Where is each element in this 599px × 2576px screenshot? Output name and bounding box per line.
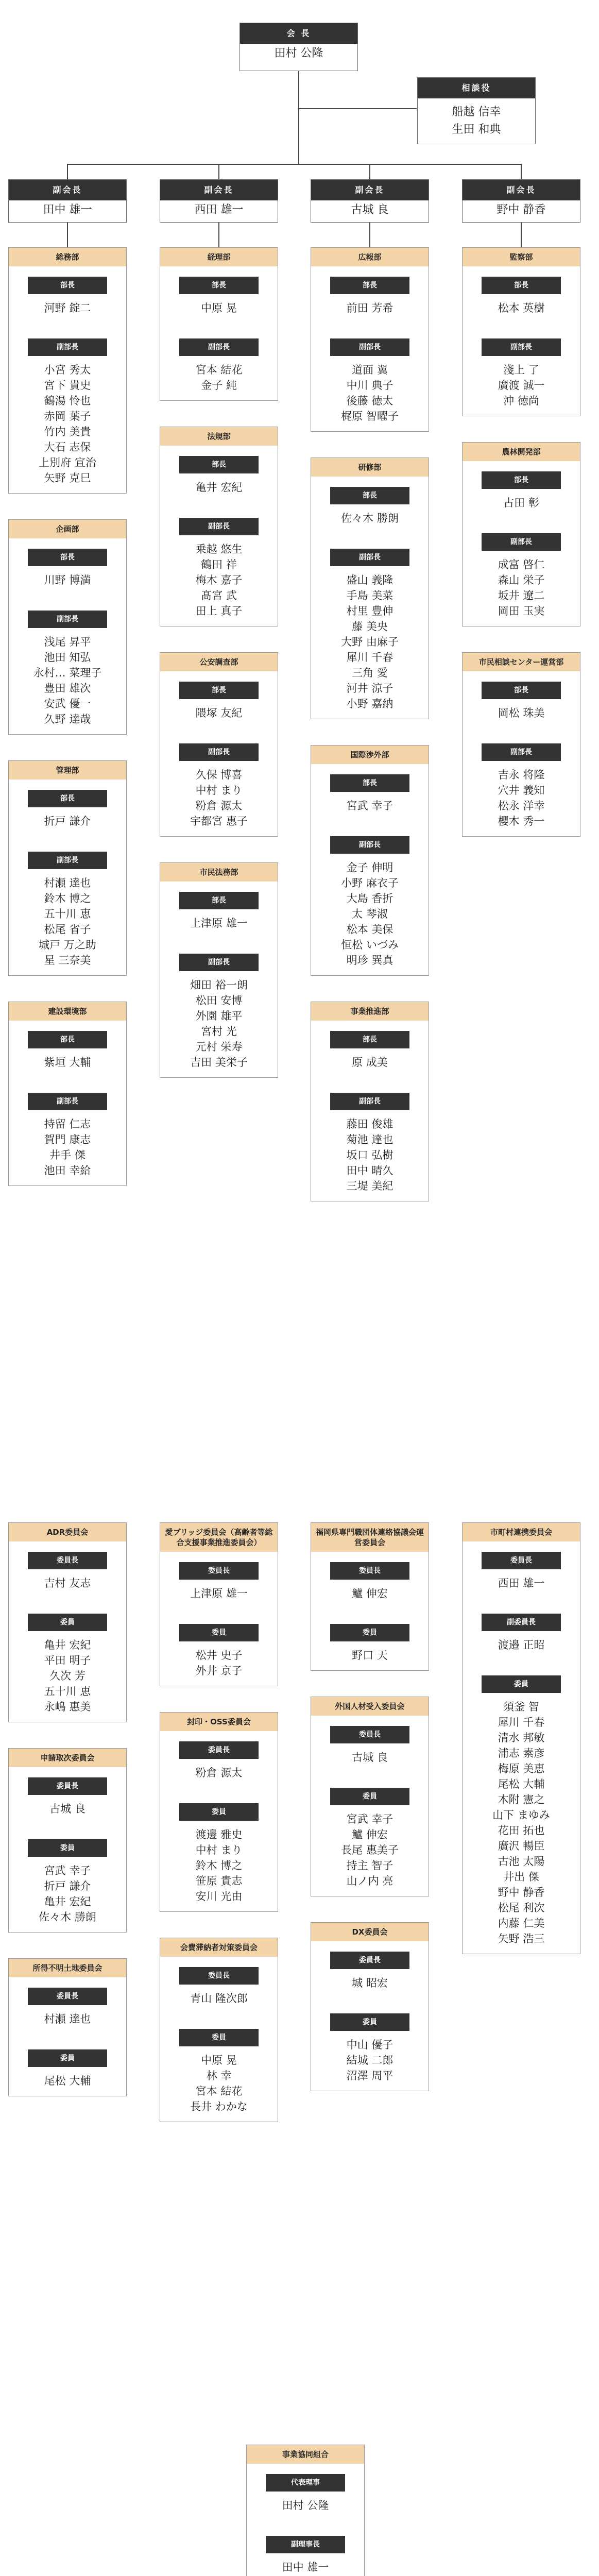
org-unit-title: 愛ブリッジ委員会（高齢者等総合支援事業推進委員会） [160, 1523, 278, 1552]
member-name: 犀川 千春 [498, 1716, 545, 1728]
role-label: 副部長 [179, 954, 259, 971]
org-unit-title: 外国人材受入委員会 [311, 1697, 429, 1716]
member-name: 鈴木 博之 [195, 1859, 243, 1872]
vice-president-box [462, 179, 580, 223]
vice-president-role: 副会長 [160, 180, 278, 200]
member-name: 井手 傑 [49, 1149, 85, 1161]
member-name: 山下 まゆみ [492, 1809, 550, 1821]
committee-column [8, 1522, 127, 2122]
member-name: 松田 安博 [195, 994, 243, 1007]
member-name: 鶴湯 怜也 [44, 395, 91, 407]
vice-president-name: 野中 静香 [497, 204, 546, 216]
member-name: 大石 志保 [44, 441, 91, 453]
member-name: 浦志 素彦 [498, 1747, 545, 1759]
member-name: 尾松 大輔 [498, 1778, 545, 1790]
role-label: 委員長 [179, 1562, 259, 1580]
member-name: 笹原 貴志 [195, 1875, 243, 1887]
vice-president-role: 副会長 [9, 180, 126, 200]
advisor-name: 生田 和典 [452, 123, 501, 136]
member-name: 中村 まり [195, 1844, 243, 1856]
org-unit-card [311, 247, 429, 432]
member-name: 坂井 遼二 [498, 589, 545, 602]
member-name: 三角 愛 [352, 667, 388, 679]
org-unit-title: 事業協同組合 [247, 2445, 364, 2464]
org-unit-card [8, 760, 127, 976]
org-unit-title: 広報部 [311, 248, 429, 266]
role-label: 部長 [330, 774, 409, 792]
member-name: 城戸 万之助 [39, 939, 96, 951]
advisor-box [417, 77, 536, 144]
member-name: 吉田 美栄子 [190, 1056, 248, 1069]
org-unit-card [8, 1958, 127, 2096]
member-name: 河野 錠二 [44, 302, 91, 314]
member-name: 吉永 将隆 [498, 769, 545, 781]
member-name: 赤岡 葉子 [44, 410, 91, 422]
member-name: 古田 彰 [503, 497, 539, 509]
member-name: 大野 由麻子 [341, 636, 399, 648]
vice-president-box [311, 179, 429, 223]
member-name: 小野 麻衣子 [341, 877, 399, 889]
member-name: 前田 芳希 [346, 302, 393, 314]
member-name: 矢野 克巳 [44, 472, 91, 484]
role-label: 副部長 [28, 611, 107, 628]
member-name: 佐々木 勝朗 [341, 512, 399, 524]
role-label: 副部長 [482, 533, 561, 551]
member-name: 須釜 智 [503, 1701, 539, 1713]
member-name: 田中 晴久 [346, 1164, 393, 1177]
member-name: 上津原 雄一 [190, 917, 248, 929]
org-unit-title: 法規部 [160, 427, 278, 446]
member-name: 池田 知弘 [44, 651, 91, 664]
role-label: 委員長 [482, 1552, 561, 1569]
member-name: 村里 豊伸 [346, 605, 393, 617]
role-label: 代表理事 [266, 2474, 345, 2492]
connector-line [218, 222, 219, 247]
vice-president-name: 古城 良 [351, 204, 389, 216]
role-label: 部長 [179, 456, 259, 473]
member-name: 小野 嘉納 [346, 698, 393, 710]
member-name: 後藤 徳太 [346, 395, 393, 407]
member-name: 西田 雄一 [498, 1577, 545, 1589]
member-name: 穴井 義知 [498, 784, 545, 796]
org-unit-title: 総務部 [9, 248, 126, 266]
member-name: 渡邊 雅史 [195, 1828, 243, 1841]
member-name: 林 幸 [206, 2070, 232, 2082]
org-unit-card [8, 1748, 127, 1933]
member-name: 坂口 弘樹 [346, 1149, 393, 1161]
member-name: 田中 雄一 [282, 2561, 329, 2573]
role-label: 副委員長 [482, 1614, 561, 1631]
member-name: 隈塚 友紀 [195, 707, 243, 719]
org-unit-title: 建設環境部 [9, 1002, 126, 1021]
member-name: 淺上 了 [503, 364, 539, 376]
member-name: 宮武 幸子 [346, 1813, 393, 1825]
org-unit-title: 市町村連携委員会 [463, 1523, 580, 1541]
role-label: 部長 [179, 682, 259, 699]
member-name: 城 昭宏 [352, 1977, 388, 1989]
member-name: 宮村 光 [201, 1025, 237, 1038]
vice-president-role: 副会長 [463, 180, 580, 200]
member-name: 村瀬 達也 [44, 877, 91, 889]
member-name: 金子 伸明 [346, 861, 393, 874]
member-name: 大島 香折 [346, 892, 393, 905]
member-name: 長尾 惠美子 [341, 1844, 399, 1856]
member-name: 金子 純 [201, 379, 237, 392]
org-unit-card [311, 1002, 429, 1201]
member-name: 小宮 秀太 [44, 364, 91, 376]
org-unit-card [8, 247, 127, 494]
member-name: 久野 達哉 [44, 713, 91, 725]
member-name: 外園 雄平 [195, 1010, 243, 1022]
member-name: 五十川 恵 [44, 1685, 91, 1698]
member-name: 五十川 恵 [44, 908, 91, 920]
org-unit-title: 申請取次委員会 [9, 1749, 126, 1767]
member-name: 鱸 伸宏 [352, 1587, 388, 1600]
role-label: 副部長 [28, 338, 107, 356]
role-label: 部長 [179, 277, 259, 294]
member-name: 中原 晃 [201, 2054, 237, 2066]
member-name: 池田 幸給 [44, 1164, 91, 1177]
member-name: 久保 博喜 [195, 769, 243, 781]
member-name: 明珍 巽真 [346, 954, 393, 967]
org-unit-title: 封印・OSS委員会 [160, 1713, 278, 1731]
org-unit-card [8, 1002, 127, 1186]
org-unit-title: 事業推進部 [311, 1002, 429, 1021]
org-unit-card [8, 519, 127, 735]
role-label: 部長 [482, 471, 561, 489]
role-label: 副部長 [28, 852, 107, 869]
member-name: 原 成美 [352, 1056, 388, 1069]
member-name: 安武 優一 [44, 698, 91, 710]
member-name: 犀川 千春 [346, 651, 393, 664]
org-unit-title: 研修部 [311, 458, 429, 477]
org-unit-card [462, 1522, 580, 1954]
role-label: 副部長 [330, 836, 409, 854]
org-unit-title: 所得不明土地委員会 [9, 1959, 126, 1977]
member-name: 古池 太陽 [498, 1855, 545, 1868]
member-name: 平田 明子 [44, 1654, 91, 1667]
member-name: 吉村 友志 [44, 1577, 91, 1589]
org-unit-card [311, 745, 429, 976]
member-name: 鱸 伸宏 [352, 1828, 388, 1841]
org-unit-title: 公安調査部 [160, 653, 278, 671]
role-label: 委員長 [179, 1741, 259, 1759]
member-name: 持主 智子 [346, 1859, 393, 1872]
member-name: 鶴田 祥 [201, 558, 237, 571]
role-label: 委員長 [28, 1777, 107, 1795]
member-name: 宮武 幸子 [44, 1865, 91, 1877]
member-name: 古城 良 [49, 1803, 85, 1815]
role-label: 副部長 [28, 1093, 107, 1110]
org-unit-card [160, 862, 278, 1078]
org-unit-card [160, 1938, 278, 2122]
connector-line [299, 108, 417, 109]
connector-line [369, 164, 370, 179]
org-unit-card [246, 2445, 365, 2576]
member-name: 松尾 利次 [498, 1902, 545, 1914]
member-name: 宮本 結花 [195, 2085, 243, 2097]
connector-line [521, 164, 522, 179]
department-column [311, 247, 429, 1227]
member-name: 鈴木 博之 [44, 892, 91, 905]
role-label: 委員 [28, 1839, 107, 1857]
member-name: 長井 わかな [190, 2100, 248, 2113]
role-label: 委員 [179, 2029, 259, 2046]
connector-line [521, 222, 522, 247]
member-name: 岡松 珠美 [498, 707, 545, 719]
connector-line [369, 222, 370, 247]
role-label: 委員長 [330, 1562, 409, 1580]
role-label: 委員長 [179, 1967, 259, 1985]
role-label: 委員 [330, 1788, 409, 1805]
member-name: 豊田 雄次 [44, 682, 91, 694]
union-column [246, 2445, 365, 2576]
connector-line [218, 164, 219, 179]
member-name: 野中 静香 [498, 1886, 545, 1899]
role-label: 部長 [28, 790, 107, 807]
department-column [160, 247, 278, 1104]
org-unit-title: 企画部 [9, 520, 126, 538]
advisor-role: 相談役 [418, 78, 535, 98]
role-label: 副部長 [330, 1093, 409, 1110]
member-name: 畑田 裕一朗 [190, 979, 248, 991]
role-label: 委員 [28, 2049, 107, 2067]
member-name: 沼澤 周平 [346, 2070, 393, 2082]
member-name: 星 三奈美 [44, 954, 91, 967]
role-label: 副部長 [482, 338, 561, 356]
member-name: 中原 晃 [201, 302, 237, 314]
member-name: 松本 美保 [346, 923, 393, 936]
member-name: 粉倉 源太 [195, 800, 243, 812]
committee-column [311, 1522, 429, 2117]
member-name: 久次 芳 [49, 1670, 85, 1682]
role-label: 副部長 [179, 338, 259, 356]
member-name: 藤田 俊雄 [346, 1118, 393, 1130]
role-label: 部長 [28, 277, 107, 294]
member-name: 中山 優子 [346, 2039, 393, 2051]
role-label: 部長 [330, 1031, 409, 1048]
member-name: 永嶋 惠美 [44, 1701, 91, 1713]
org-unit-card [160, 652, 278, 837]
member-name: 宮本 結花 [195, 364, 243, 376]
org-unit-card [462, 247, 580, 416]
role-label: 副部長 [330, 549, 409, 566]
role-label: 部長 [482, 277, 561, 294]
member-name: 尾松 大輔 [44, 2075, 91, 2087]
role-label: 副部長 [482, 743, 561, 761]
vice-president-name: 西田 雄一 [194, 204, 244, 216]
member-name: 森山 栄子 [498, 574, 545, 586]
member-name: 梅原 美恵 [498, 1762, 545, 1775]
chairman-role: 会 長 [240, 23, 357, 44]
member-name: 元村 栄寿 [195, 1041, 243, 1053]
vice-president-box [8, 179, 127, 223]
department-column [462, 247, 580, 862]
connector-line [67, 164, 68, 179]
member-name: 結城 二郎 [346, 2054, 393, 2066]
member-name: 中村 まり [195, 784, 243, 796]
org-unit-card [311, 1522, 429, 1671]
member-name: 矢野 浩三 [498, 1933, 545, 1945]
role-label: 委員 [482, 1675, 561, 1693]
role-label: 部長 [482, 682, 561, 699]
member-name: 浅尾 昇平 [44, 636, 91, 648]
member-name: 盛山 義隆 [346, 574, 393, 586]
role-label: 委員 [330, 1624, 409, 1641]
connector-line [67, 222, 68, 247]
org-unit-title: 国際渉外部 [311, 745, 429, 764]
member-name: 折戸 謙介 [44, 815, 91, 827]
role-label: 委員長 [28, 1552, 107, 1569]
member-name: 宮武 幸子 [346, 800, 393, 812]
member-name: 宮下 貴史 [44, 379, 91, 392]
member-name: 廣渡 誠一 [498, 379, 545, 392]
org-unit-card [160, 427, 278, 626]
org-unit-title: 管理部 [9, 761, 126, 779]
role-label: 副部長 [179, 518, 259, 535]
member-name: 外井 京子 [195, 1665, 243, 1677]
member-name: 川野 博満 [44, 574, 91, 586]
org-unit-title: DX委員会 [311, 1923, 429, 1941]
org-unit-card [160, 1522, 278, 1686]
role-label: 部長 [330, 487, 409, 504]
member-name: 佐々木 勝朗 [39, 1911, 96, 1923]
org-unit-title: 経理部 [160, 248, 278, 266]
role-label: 副部長 [330, 338, 409, 356]
member-name: 村瀬 達也 [44, 2013, 91, 2025]
member-name: 渡邉 正昭 [498, 1639, 545, 1651]
member-name: 野口 天 [352, 1649, 388, 1662]
connector-line [67, 164, 521, 165]
member-name: 恒松 いづみ [341, 939, 399, 951]
member-name: 梅木 嘉子 [195, 574, 243, 586]
role-label: 副部長 [179, 743, 259, 761]
member-name: 髙宮 武 [201, 589, 237, 602]
role-label: 委員長 [28, 1988, 107, 2005]
role-label: 部長 [330, 277, 409, 294]
role-label: 委員長 [330, 1952, 409, 1969]
member-name: 中川 典子 [346, 379, 393, 392]
member-name: 清水 邦敏 [498, 1732, 545, 1744]
member-name: 持留 仁志 [44, 1118, 91, 1130]
role-label: 委員長 [330, 1726, 409, 1743]
org-unit-card [8, 1522, 127, 1722]
member-name: 紫垣 大輔 [44, 1056, 91, 1069]
role-label: 部長 [28, 1031, 107, 1048]
member-name: 宇都宮 惠子 [190, 815, 248, 827]
advisor-name: 船越 信幸 [452, 106, 501, 118]
org-unit-title: 会費滞納者対策委員会 [160, 1938, 278, 1957]
member-name: 藤 美央 [352, 620, 388, 633]
member-name: 廣沢 暢臣 [498, 1840, 545, 1852]
member-name: 青山 隆次郎 [190, 1992, 248, 2005]
vice-president-role: 副会長 [311, 180, 429, 200]
member-name: 竹内 美貴 [44, 426, 91, 438]
member-name: 賀門 康志 [44, 1133, 91, 1146]
department-column [8, 247, 127, 1212]
member-name: 井出 傑 [503, 1871, 539, 1883]
vice-president-name: 田中 雄一 [43, 204, 92, 216]
org-unit-title: ADR委員会 [9, 1523, 126, 1541]
org-unit-card [311, 457, 429, 719]
chairman-box [239, 23, 358, 71]
committee-column [160, 1522, 278, 2148]
member-name: 亀井 宏紀 [44, 1639, 91, 1651]
org-unit-card [462, 442, 580, 626]
role-label: 委員 [179, 1624, 259, 1641]
org-unit-card [160, 247, 278, 401]
role-label: 部長 [179, 892, 259, 909]
vice-president-box [160, 179, 278, 223]
member-name: 太 琴淑 [352, 908, 388, 920]
member-name: 亀井 宏紀 [44, 1895, 91, 1908]
org-unit-title: 市民法務部 [160, 863, 278, 882]
org-unit-title: 福岡県専門職団体連絡協議会運営委員会 [311, 1523, 429, 1552]
org-unit-card [311, 1922, 429, 2091]
member-name: 手島 美菜 [346, 589, 393, 602]
role-label: 委員 [179, 1803, 259, 1821]
role-label: 委員 [28, 1614, 107, 1631]
member-name: 岡田 玉実 [498, 605, 545, 617]
member-name: 乗越 悠生 [195, 543, 243, 555]
member-name: 松本 英樹 [498, 302, 545, 314]
role-label: 部長 [28, 549, 107, 566]
member-name: 亀井 宏紀 [195, 481, 243, 494]
member-name: 梶原 智曜子 [341, 410, 399, 422]
org-unit-title: 農林開発部 [463, 443, 580, 461]
member-name: 沖 徳尚 [503, 395, 539, 407]
member-name: 花田 拓也 [498, 1824, 545, 1837]
member-name: 成富 啓仁 [498, 558, 545, 571]
connector-line [298, 57, 299, 165]
member-name: 上別府 宣治 [39, 456, 96, 469]
org-unit-title: 監察部 [463, 248, 580, 266]
member-name: 三堤 美紀 [346, 1180, 393, 1192]
member-name: 上津原 雄一 [190, 1587, 248, 1600]
member-name: 粉倉 源太 [195, 1767, 243, 1779]
member-name: 河井 涼子 [346, 682, 393, 694]
member-name: 山ノ内 亮 [346, 1875, 393, 1887]
member-name: 松永 洋幸 [498, 800, 545, 812]
role-label: 委員 [330, 2013, 409, 2031]
member-name: 松井 史子 [195, 1649, 243, 1662]
member-name: 菊池 達也 [346, 1133, 393, 1146]
member-name: 道面 翼 [352, 364, 388, 376]
org-unit-card [311, 1697, 429, 1896]
role-label: 副理事長 [266, 2536, 345, 2553]
org-unit-card [160, 1712, 278, 1912]
chairman-name: 田村 公隆 [274, 47, 323, 60]
member-name: 安川 光由 [195, 1890, 243, 1903]
member-name: 内藤 仁美 [498, 1917, 545, 1929]
committee-column [462, 1522, 580, 1980]
member-name: 木附 憲之 [498, 1793, 545, 1806]
member-name: 古城 良 [352, 1751, 388, 1764]
org-unit-card [462, 652, 580, 837]
member-name: 折戸 謙介 [44, 1880, 91, 1892]
member-name: 田上 真子 [195, 605, 243, 617]
member-name: 田村 公隆 [282, 2499, 329, 2512]
member-name: 松尾 省子 [44, 923, 91, 936]
member-name: 永村… 菜理子 [33, 667, 102, 679]
org-unit-title: 市民相談センター運営部 [463, 653, 580, 671]
member-name: 櫻木 秀一 [498, 815, 545, 827]
